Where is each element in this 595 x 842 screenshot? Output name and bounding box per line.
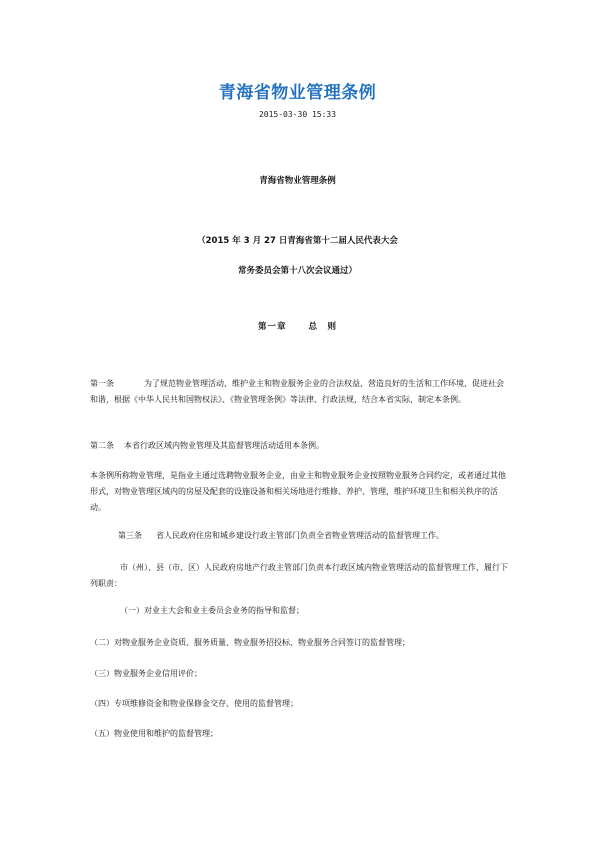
county-duties-text: 市（州）、县（市、区）人民政府房地产行政主管部门负责本行政区域内物业管理活动的监督管理工作，履行下列职责： [90,563,508,588]
article-1 [90,376,510,408]
adoption-note-line1: （2015 年 3 月 27 日青海省第十二届人民代表大会 [197,236,398,246]
article-3-label: 第三条 [118,531,142,540]
document-subtitle: 青海省物业管理条例 [259,176,336,186]
county-duties-paragraph [90,560,510,592]
scope-paragraph: 本条例所称物业管理，是指业主通过选聘物业服务企业，由业主和物业服务企业按照物业服务合同约定，或者通过其他形式，对物业管理区域内的房屋及配套的设施设备和相关场地进行维修、养护、管理，维护环境卫生和相关秩序的活动。 [90,471,506,512]
article-3-text: 省人民政府住房和城乡建设行政主管部门负责全省物业管理活动的监督管理工作。 [156,531,444,540]
publish-datetime: 2015-03-30 15:33 [258,110,337,119]
chapter-name: 总 则 [308,322,338,332]
article-3 [118,528,510,544]
duty-item: （二）对物业服务企业资质、服务质量、物业服务招投标、物业服务合同签订的监督管理； [90,638,410,647]
adoption-note-line2: 常务委员会第十八次会议通过） [237,266,357,276]
article-2-label: 第二条 [90,441,114,450]
article-2 [90,438,510,454]
chapter-label: 第一章 [257,322,287,332]
duty-item: （五）物业使用和维护的监督管理； [90,729,218,738]
article-1-text: 为了规范物业管理活动，维护业主和物业服务企业的合法权益，营造良好的生活和工作环境，促进社会和谐，根据《中华人民共和国物权法》、《物业管理条例》等法律、行政法规，结合本省实际，制定本条例。 [90,379,504,404]
duty-item: （四）专项维修资金和物业保修金交存、使用的监督管理； [90,699,298,708]
duty-item: （三）物业服务企业信用评价； [90,669,202,678]
article-2-text: 本省行政区域内物业管理及其监督管理活动适用本条例。 [124,441,324,450]
chapter-heading [0,320,595,332]
document-title: 青海省物业管理条例 [218,83,377,103]
article-1-label: 第一条 [90,379,114,388]
duty-item: （一）对业主大会和业主委员会业务的指导和监督； [120,606,304,615]
